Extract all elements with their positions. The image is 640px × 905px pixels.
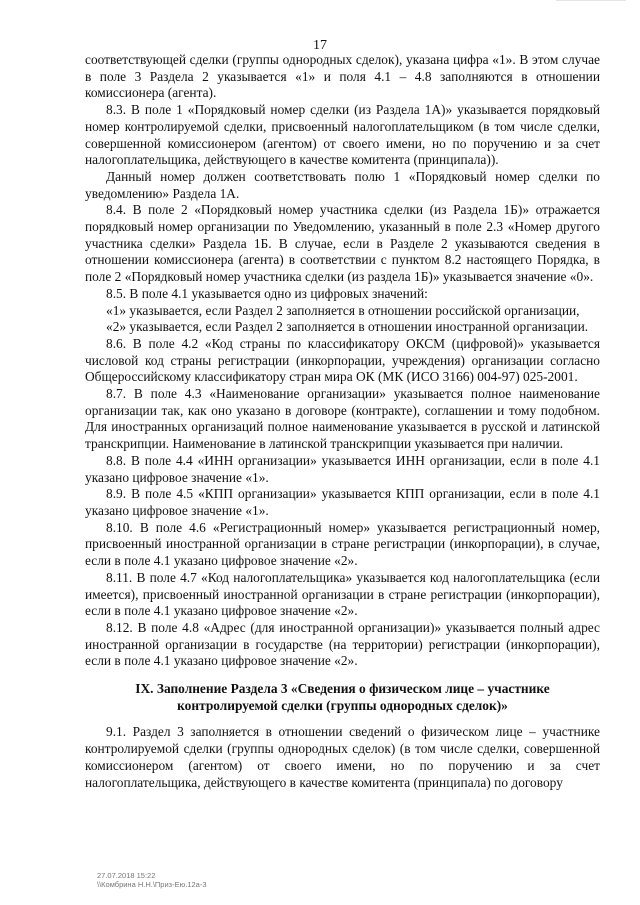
paragraph-8-11: 8.11. В поле 4.7 «Код налогоплательщика» указывается код налогоплательщика (если имеется), присвоенный иностранной организации в стране регистрации (инкорпорации), если в поле 4.1 указано цифровое значение «2».	[85, 569, 600, 619]
paragraph-8-6: 8.6. В поле 4.2 «Код страны по классификатору ОКСМ (цифровой)» указывается числовой код страны регистрации (инкорпорации, учреждения) организации согласно Общероссийскому классификатору стран мира ОК (МК (ИСО 3166) 004-97) 025-2001.	[85, 335, 600, 385]
paragraph-8-3: 8.3. В поле 1 «Порядковый номер сделки (из Раздела 1А)» указывается порядковый номер контролируемой сделки, присвоенный налогоплательщиком (в том числе сделки, совершенной комиссионером (агентом) от своего имени, но по поручению и за счет налогоплательщика, действующего в качестве комитента (принципала)).	[85, 102, 600, 168]
paragraph-8-5-option-2: «2» указывается, если Раздел 2 заполняется в отношении иностранной организации.	[106, 319, 589, 335]
paragraph-8-5-option-1: «1» указывается, если Раздел 2 заполняется в отношении российской организации,	[106, 302, 580, 318]
paragraph-8-4: 8.4. В поле 2 «Порядковый номер участника сделки (из Раздела 1Б)» отражается порядковый номер организации по Уведомлению, указанный в поле 2.3 «Номер другого участника сделки» Раздела 1Б. В случае, если в Разделе 2 указываются сведения в отношении комиссионера (агента) в соответствии с пунктом 8.2 настоящего Порядка, в поле 2 «Порядковый номер участника сделки (из раздела 1Б)» указывается значение «0».	[85, 202, 600, 285]
section-heading: IX. Заполнение Раздела 3 «Сведения о физическом лице – участнике контролируемой сделки (группы однородных сделок)»	[135, 681, 550, 713]
footer-path: \\Комбрина Н.Н.\Приз-Ею.12а-3	[97, 880, 207, 889]
paragraph-8-3-note: Данный номер должен соответствовать полю 1 «Порядковый номер сделки по уведомлению» Раздела 1А.	[85, 168, 600, 201]
page-number: 17	[313, 38, 327, 53]
paragraph-8-7: 8.7. В поле 4.3 «Наименование организации» указывается полное наименование организации так, как оно указано в договоре (контракте), соглашении и тому подобном. Для иностранных организаций полное наименование указывается в русской и латинской транскрипции. Наименование в латинской транскрипции указывается при наличии.	[85, 386, 600, 452]
paragraph-8-8: 8.8. В поле 4.4 «ИНН организации» указывается ИНН организации, если в поле 4.1 указано цифровое значение «1».	[85, 452, 600, 485]
paragraph-continued: соответствующей сделки (группы однородных сделок), указана цифра «1». В этом случае в поле 3 Раздела 2 указывается «1» и поля 4.1 – 4.8 заполняются в отношении комиссионера (агента).	[85, 52, 600, 101]
paragraph-8-5: 8.5. В поле 4.1 указывается одно из цифровых значений:	[106, 285, 428, 301]
paragraph-8-10: 8.10. В поле 4.6 «Регистрационный номер» указывается регистрационный номер, присвоенный иностранной организации в стране регистрации (инкорпорации), в случае, если в поле 4.1 указано цифровое значение «2».	[85, 519, 600, 569]
footer-date: 27.07.2018 15:22	[97, 871, 156, 880]
document-body	[85, 52, 600, 791]
paragraph-8-9: 8.9. В поле 4.5 «КПП организации» указывается КПП организации, если в поле 4.1 указано цифровое значение «1».	[85, 486, 600, 518]
paragraph-9-1: 9.1. Раздел 3 заполняется в отношении сведений о физическом лице – участнике контролируемой сделки (группы однородных сделок) (в том числе сделки, совершенной комиссионером (агентом) от своего имени, но по поручению и за счет налогоплательщика, действующего в качестве комитента (принципала) по договору	[85, 724, 600, 790]
scan-edge-mark	[556, 0, 626, 4]
footer-stamp	[97, 871, 207, 889]
paragraph-8-12: 8.12. В поле 4.8 «Адрес (для иностранной организации)» указывается полный адрес иностранной организации в государстве (на территории) регистрации (инкорпорации), если в поле 4.1 указано цифровое значение «2».	[85, 619, 600, 669]
